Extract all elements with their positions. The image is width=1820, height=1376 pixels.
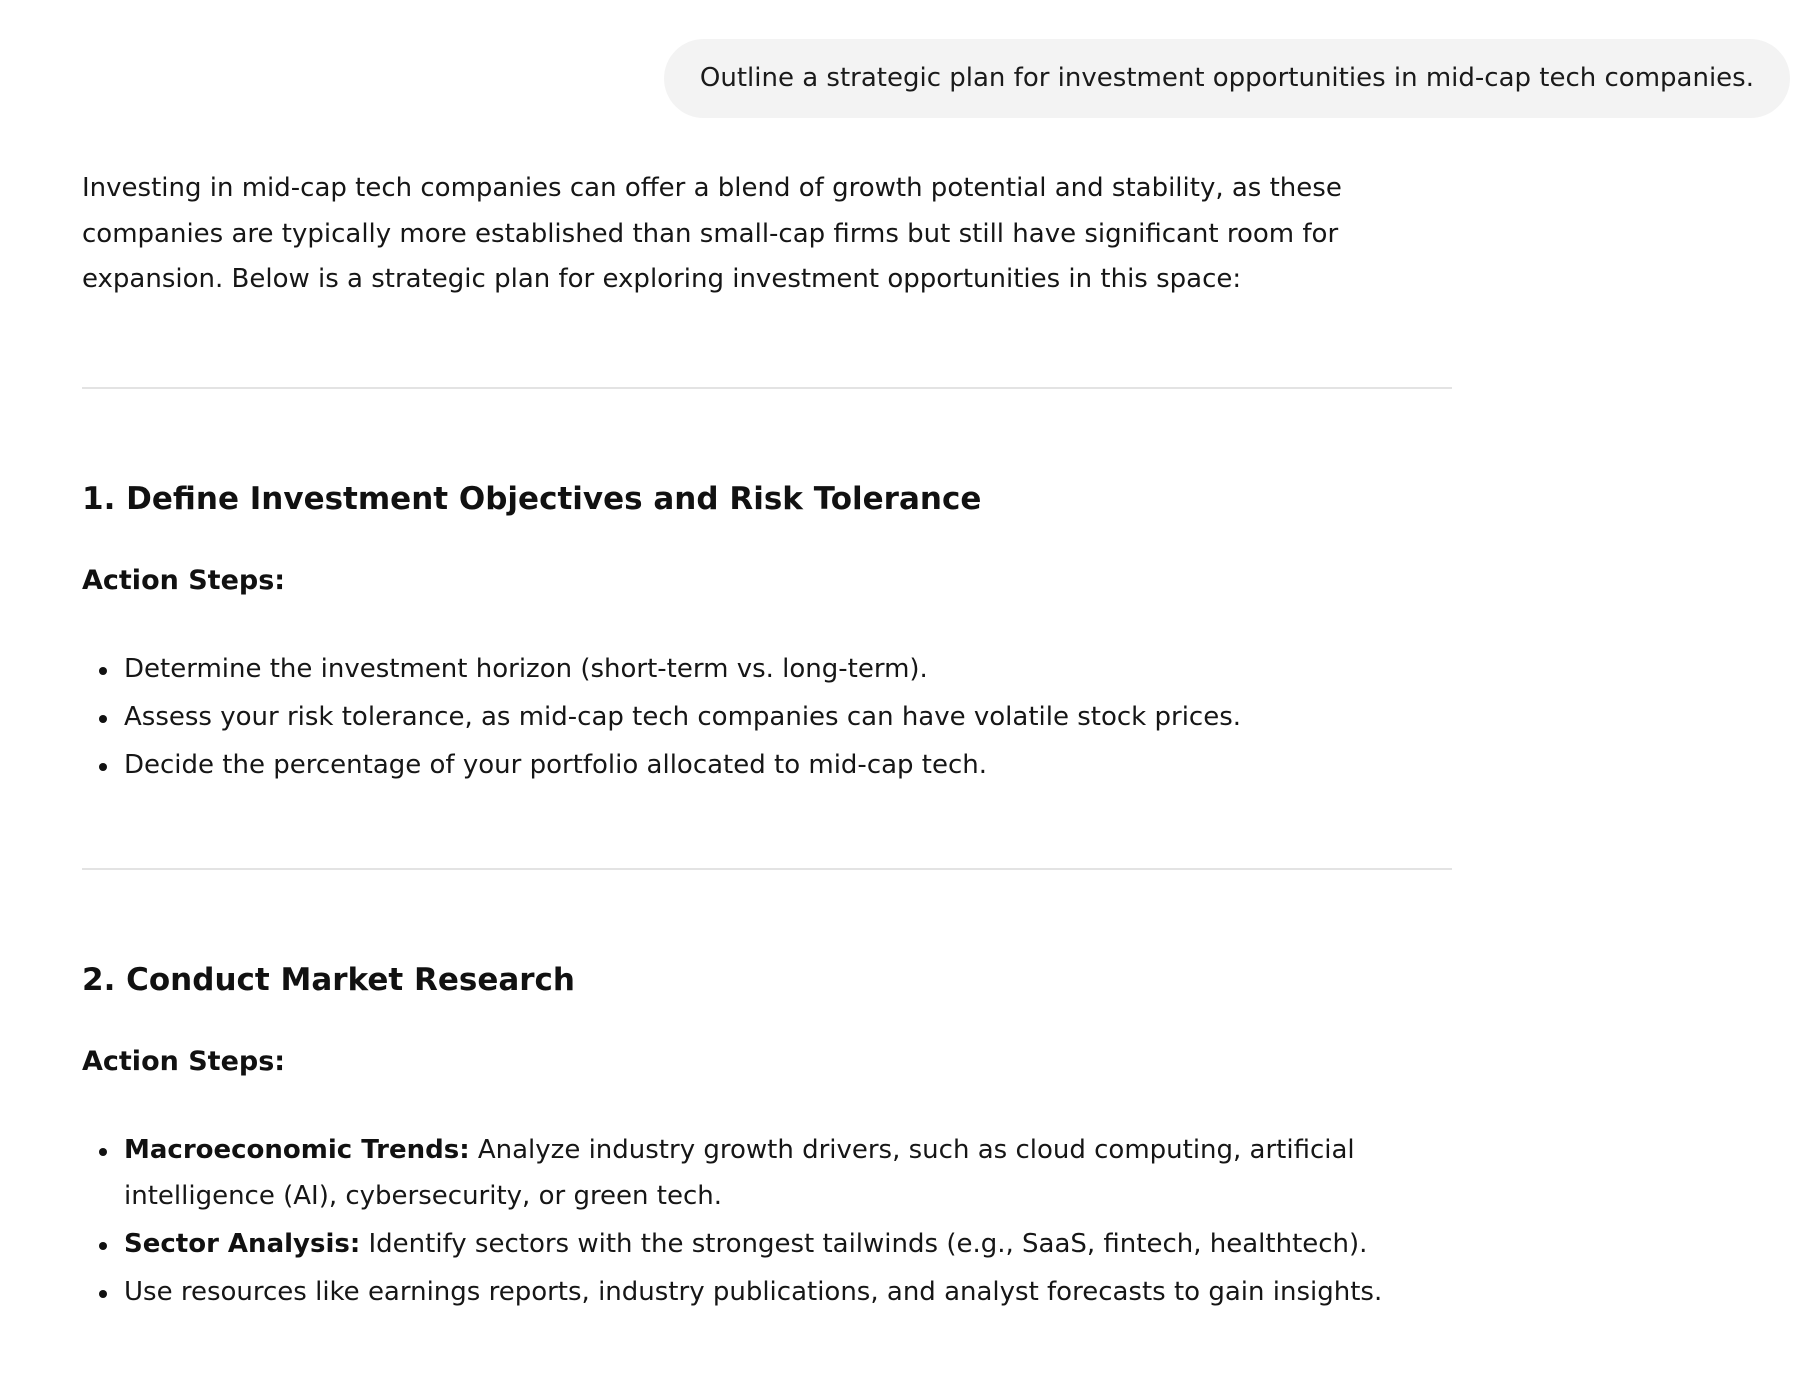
bullet-icon: [99, 763, 107, 771]
section-divider: [82, 387, 1452, 389]
list-item-text: Identify sectors with the strongest tailwinds (e.g., SaaS, fintech, healthtech).: [360, 1228, 1368, 1259]
list-item-text: Analyze industry growth drivers, such as cloud computing, artificial intelligence (AI), cybersecurity, or green tech.: [124, 1135, 1355, 1211]
bullet-icon: [99, 1148, 107, 1156]
assistant-response: [82, 166, 1452, 1318]
bullet-icon: [99, 1290, 107, 1298]
list-item-text: Use resources like earnings reports, industry publications, and analyst forecasts to gain insights.: [124, 1276, 1383, 1307]
list-item-text: Decide the percentage of your portfolio allocated to mid-cap tech.: [124, 749, 988, 780]
bullet-icon: [99, 667, 107, 675]
bullet-icon: [99, 715, 107, 723]
action-steps-label: Action Steps:: [82, 564, 286, 596]
action-steps-list: [82, 647, 1452, 789]
response-intro: Investing in mid-cap tech companies can offer a blend of growth potential and stability, as these companies are typically more established than small-cap firms but still have significant room for expansion. Below is a strategic plan for exploring investment opportunities in this space:: [82, 173, 1342, 294]
section-heading: 1. Define Investment Objectives and Risk Tolerance: [82, 480, 982, 517]
list-item: [82, 743, 1452, 789]
list-item-text: Assess your risk tolerance, as mid-cap tech companies can have volatile stock prices.: [124, 701, 1242, 732]
list-item: [82, 695, 1452, 741]
list-item: [82, 647, 1452, 693]
list-item: [82, 1128, 1452, 1219]
list-item-bold: Sector Analysis:: [124, 1228, 361, 1259]
section-heading: 2. Conduct Market Research: [82, 962, 576, 998]
list-item-bold: Macroeconomic Trends:: [124, 1135, 470, 1165]
list-item: [82, 1222, 1452, 1268]
section-divider: [82, 868, 1452, 870]
user-message-row: [664, 39, 1790, 118]
bullet-icon: [99, 1242, 107, 1250]
list-item-text: Determine the investment horizon (short-term vs. long-term).: [124, 653, 928, 684]
action-steps-list: [82, 1128, 1452, 1315]
user-message-bubble: Outline a strategic plan for investment opportunities in mid-cap tech companies.: [664, 39, 1790, 118]
list-item: [82, 1270, 1452, 1316]
action-steps-label: Action Steps:: [82, 1046, 286, 1077]
